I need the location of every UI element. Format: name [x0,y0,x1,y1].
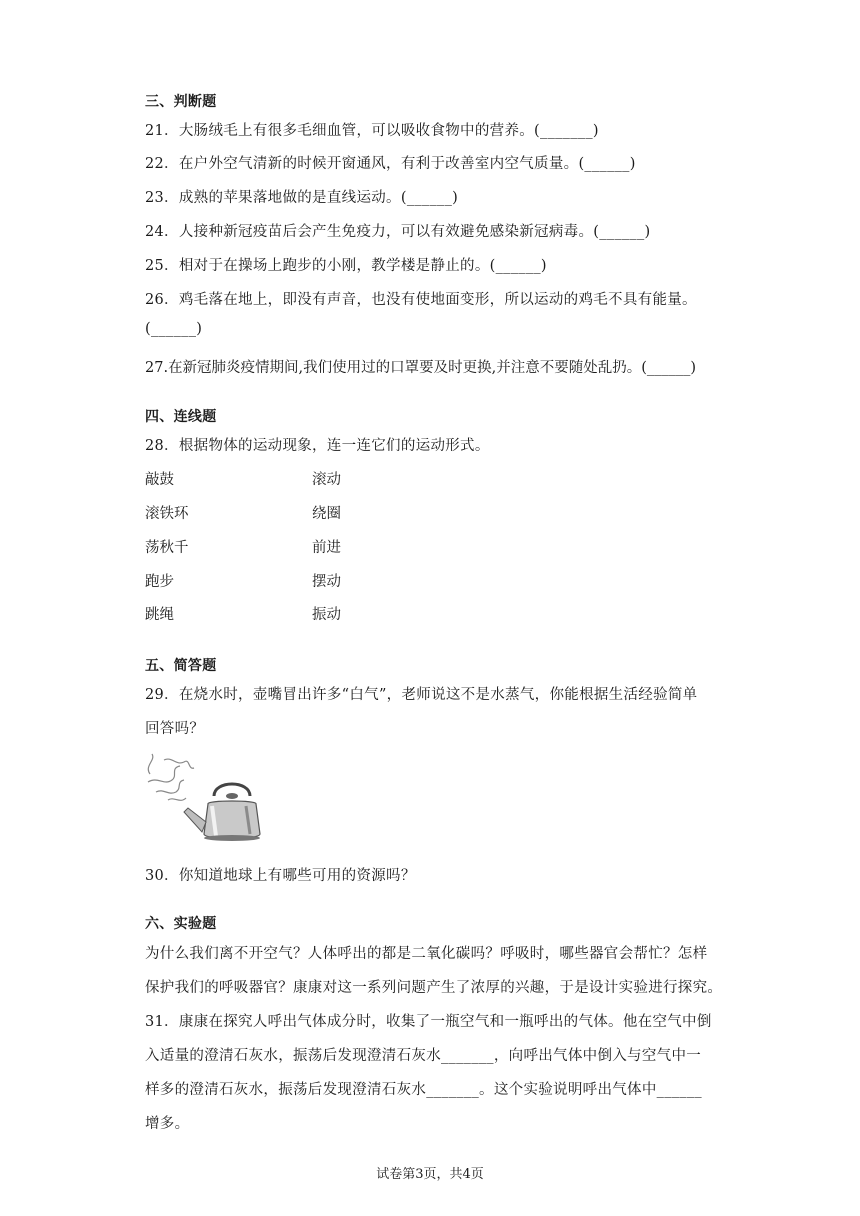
match-left-item: 跑步 [145,574,174,590]
question-28: 28．根据物体的运动现象，连一连它们的运动形式。 [145,438,490,454]
page-footer: 试卷第3页，共4页 [376,1167,484,1182]
match-left-item: 敲鼓 [145,472,174,488]
match-right-item: 振动 [312,607,341,623]
question-24: 24．人接种新冠疫苗后会产生免疫力，可以有效避免感染新冠病毒。(______) [145,224,651,240]
match-left-item: 滚铁环 [145,506,189,522]
question-31-line4: 增多。 [145,1116,190,1132]
match-right-item: 滚动 [312,472,341,488]
question-22: 22．在户外空气清新的时候开窗通风，有利于改善室内空气质量。(______) [145,156,636,172]
question-29-line1: 29．在烧水时，壶嘴冒出许多“白气”，老师说这不是水蒸气，你能根据生活经验简单 [145,687,698,703]
question-27: 27.在新冠肺炎疫情期间,我们使用过的口罩要及时更换,并注意不要随处乱扔。(______) [145,360,697,376]
section-heading-short-answer: 五、简答题 [145,658,217,674]
experiment-intro-line2: 保护我们的呼吸器官？康康对这一系列问题产生了浓厚的兴趣，于是设计实验进行探究。 [145,980,723,996]
question-23: 23．成熟的苹果落地做的是直线运动。(______) [145,190,459,206]
question-30: 30．你知道地球上有哪些可用的资源吗？ [145,868,416,884]
section-heading-experiment: 六、实验题 [145,916,217,932]
question-26-blank: (______) [145,321,203,337]
question-25: 25．相对于在操场上跑步的小刚，教学楼是静止的。(______) [145,258,547,274]
section-heading-matching: 四、连线题 [145,409,217,425]
question-31-line1: 31．康康在探究人呼出气体成分时，收集了一瓶空气和一瓶呼出的气体。他在空气中倒 [145,1014,712,1030]
match-right-item: 前进 [312,540,341,556]
match-left-item: 跳绳 [145,607,174,623]
question-29-line2: 回答吗？ [145,721,205,737]
kettle-steam-picture [142,752,272,847]
question-26: 26．鸡毛落在地上，即没有声音，也没有使地面变形，所以运动的鸡毛不具有能量。 [145,292,697,308]
section-heading-judgement: 三、判断题 [145,94,217,110]
question-31-line2: 入适量的澄清石灰水，振荡后发现澄清石灰水_______，向呼出气体中倒入与空气中一 [145,1048,702,1064]
match-left-item: 荡秋千 [145,540,189,556]
match-right-item: 摆动 [312,574,341,590]
question-31-line3: 样多的澄清石灰水，振荡后发现澄清石灰水_______。这个实验说明呼出气体中______ [145,1082,702,1098]
experiment-intro-line1: 为什么我们离不开空气？人体呼出的都是二氧化碳吗？呼吸时，哪些器官会帮忙？怎样 [145,946,708,962]
question-21: 21．大肠绒毛上有很多毛细血管，可以吸收食物中的营养。(_______) [145,123,599,139]
match-right-item: 绕圈 [312,506,341,522]
